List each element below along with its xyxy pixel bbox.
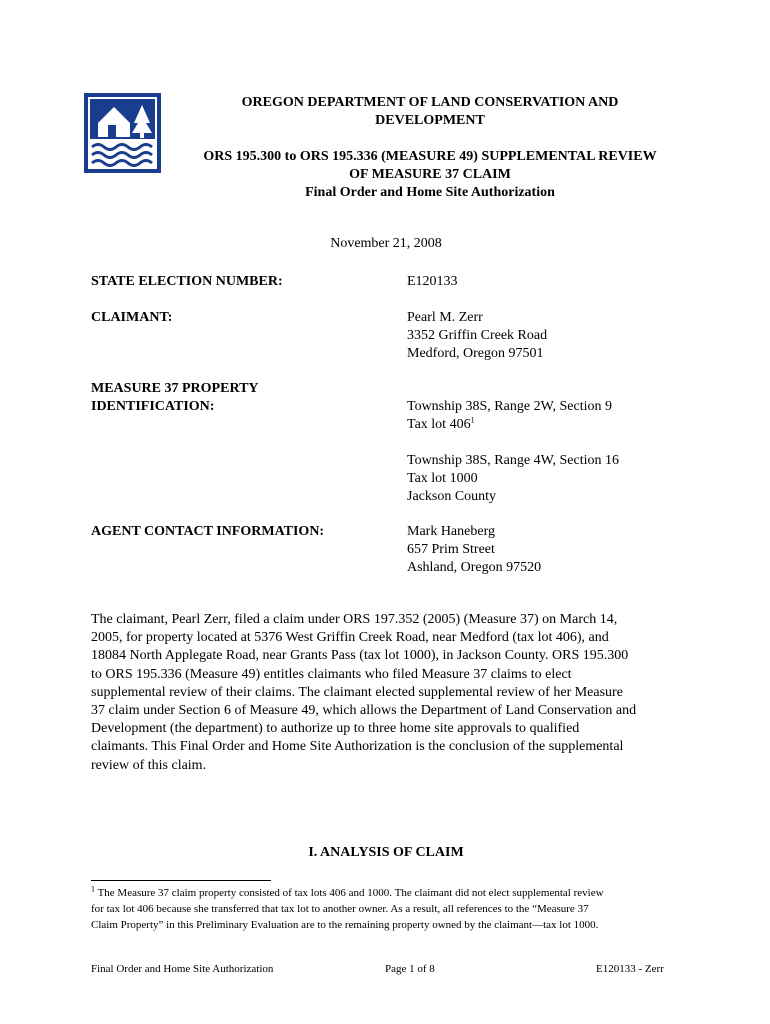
paragraph-line: 18084 North Applegate Road, near Grants Pass (tax lot 1000), in Jackson County. ORS 195.300 <box>91 648 629 664</box>
paragraph-line: claimants. This Final Order and Home Site Authorization is the conclusion of the supplemental <box>91 739 624 755</box>
footer-left: Final Order and Home Site Authorization <box>91 963 274 975</box>
dlcd-logo-icon <box>84 93 161 173</box>
paragraph-line: 2005, for property located at 5376 West Griffin Creek Road, near Medford (tax lot 406), and <box>91 630 609 646</box>
paragraph-line: supplemental review of their claims. The claimant elected supplemental review of her Measure <box>91 684 623 700</box>
footnote-divider <box>91 880 271 881</box>
claimant-address-1: 3352 Griffin Creek Road <box>407 328 548 343</box>
document-date: November 21, 2008 <box>330 236 442 251</box>
property-2-taxlot: Tax lot 1000 <box>407 471 478 486</box>
header-line-4: OF MEASURE 37 CLAIM <box>349 167 511 182</box>
property-1-taxlot: Tax lot $406^1$ <box>407 415 475 432</box>
header-line-2: DEVELOPMENT <box>375 113 485 128</box>
header-line-3: ORS 195.300 to ORS 195.336 (MEASURE 49) SUPPLEMENTAL REVIEW <box>203 149 657 164</box>
election-number-label: STATE ELECTION NUMBER: <box>91 274 283 289</box>
property-label-1: MEASURE 37 PROPERTY <box>91 381 259 396</box>
paragraph-line: review of this claim. <box>91 757 207 773</box>
paragraph-line: The claimant, Pearl Zerr, filed a claim under ORS 197.352 (2005) (Measure 37) on March 14, <box>91 612 618 627</box>
agent-address-2: Ashland, Oregon 97520 <box>407 560 542 575</box>
property-label-2: IDENTIFICATION: <box>91 399 215 414</box>
header-line-1: OREGON DEPARTMENT OF LAND CONSERVATION AND <box>241 95 619 110</box>
footnote-ref-1: 1 <box>470 415 475 425</box>
footnote-line-3: Claim Property” in this Preliminary Evaluation are to the remaining property owned by the claimant—tax lot 1000. <box>91 919 599 931</box>
footnote <box>91 885 691 933</box>
section-heading: I. ANALYSIS OF CLAIM <box>308 845 464 860</box>
footnote-line-2: for tax lot 406 because she transferred that tax lot to another owner. As a result, all references to the “Measure 37 <box>91 903 589 915</box>
property-1-township: Township 38S, Range 2W, Section 9 <box>407 399 612 414</box>
page-number: Page 1 of 8 <box>385 963 435 975</box>
claimant-label: CLAIMANT: <box>91 310 173 325</box>
agent-address-1: 657 Prim Street <box>407 542 495 557</box>
claimant-name: Pearl M. Zerr <box>407 310 483 325</box>
agent-label: AGENT CONTACT INFORMATION: <box>91 524 325 539</box>
paragraph-line: to ORS 195.336 (Measure 49) entitles claimants who filed Measure 37 claims to elect <box>91 666 572 682</box>
property-2-county: Jackson County <box>407 489 497 504</box>
document-title: Final Order and Home Site Authorization <box>305 185 555 200</box>
paragraph-line: 37 claim under Section 6 of Measure 49, which allows the Department of Land Conservation and <box>91 703 637 719</box>
footnote-line-1: $^1$ The Measure 37 claim property consisted of tax lots 406 and 1000. The claimant did not elect supplemental review <box>91 884 604 899</box>
footnote-marker: 1 <box>91 884 95 894</box>
footer-right: E120133 - Zerr <box>596 963 664 975</box>
claimant-address-2: Medford, Oregon 97501 <box>407 346 544 361</box>
property-2-township: Township 38S, Range 4W, Section 16 <box>407 453 619 468</box>
paragraph-line: Development (the department) to authorize up to three home site approvals to qualified <box>91 721 580 737</box>
election-number-value: E120133 <box>407 274 458 289</box>
intro-paragraph <box>91 611 691 775</box>
agent-name: Mark Haneberg <box>407 524 495 539</box>
